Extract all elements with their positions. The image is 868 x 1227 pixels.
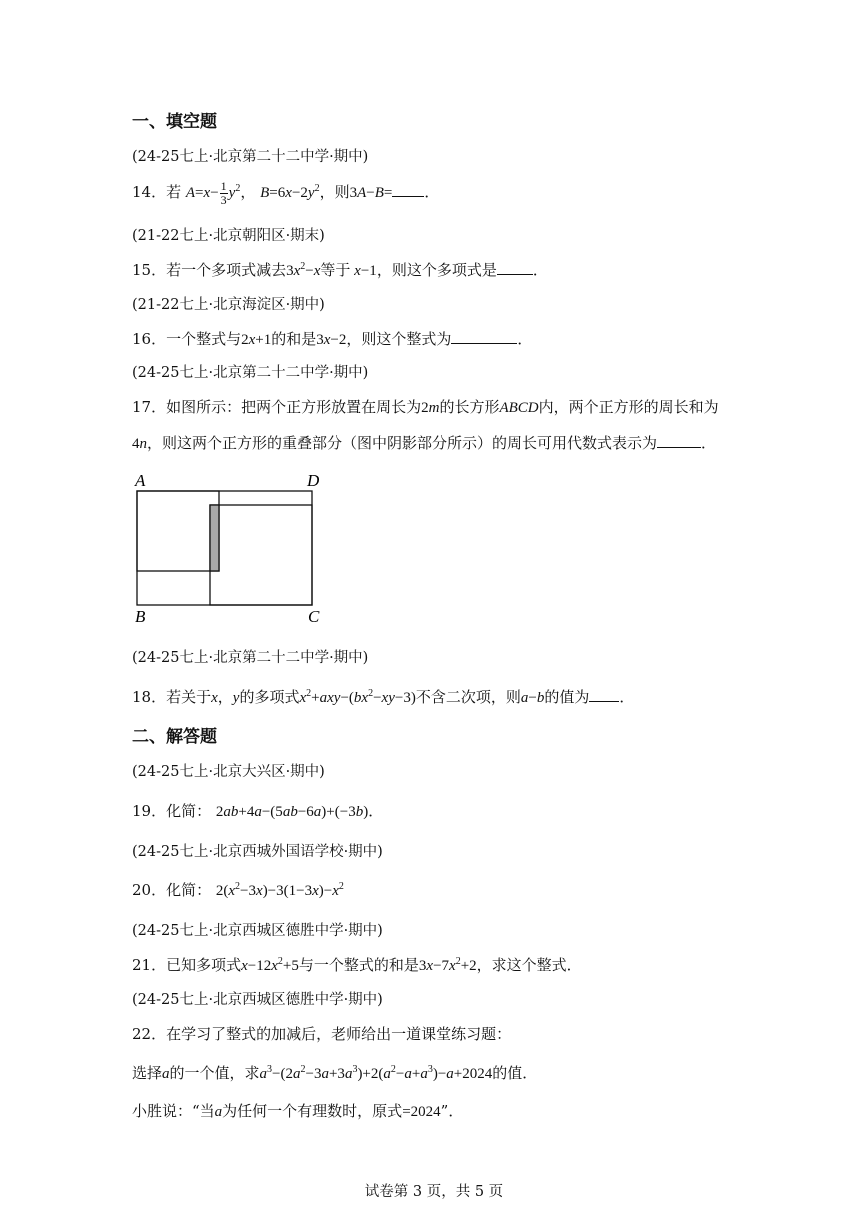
q21-source: (24-25七上·北京西城区德胜中学·期中) [132, 923, 383, 939]
q16-formula-1: 2x+1 [241, 332, 272, 348]
question-20: 20．化简： $2(x^2-3x)-3(1-3x)-x^2$ [132, 881, 344, 899]
q18-expression: a−b [520, 690, 545, 706]
q17-answer-blank[interactable] [657, 433, 701, 448]
q16-answer-blank[interactable] [451, 329, 517, 344]
question-16: 16．一个整式与2x+1的和是3x−2，则这个整式为 ． [132, 330, 533, 348]
square-right [210, 505, 312, 605]
q15-formula-1: $3x^2-x$ [286, 261, 321, 279]
q17-sum: 4n [132, 436, 147, 452]
question-18: 18．若关于x，y的多项式$x^2+axy-(bx^2-xy-3)$不含二次项，则a−b的值为 ． [132, 688, 635, 706]
q16-source: (21-22七上·北京海淀区·期中) [132, 297, 325, 313]
label-a: A [135, 471, 146, 490]
q15-formula-2: x−1 [350, 263, 377, 279]
question-22-statement: 小胜说：“当a为任何一个有理数时，原式=2024”． [132, 1102, 464, 1120]
q22-var-a: a [162, 1066, 170, 1082]
rectangle-squares-figure [132, 468, 332, 630]
q22-source: (24-25七上·北京西城区德胜中学·期中) [132, 992, 383, 1008]
square-left [137, 491, 219, 571]
q22-var-a-2: a [214, 1104, 223, 1120]
q21-polynomial-1: $x-12x^2+5$ [241, 956, 299, 974]
q17-rect-name: ABCD [499, 400, 539, 416]
question-17-line1: 17．如图所示：把两个正方形放置在周长为2m的长方形ABCD内，两个正方形的周长和为 [132, 398, 719, 416]
q14-formula-b: $B=6x-2y^2$ [260, 182, 320, 201]
question-14: 14．若 A=x− $\frac{1}{3}$ $y^2$， $B=6x-2y^2$，则3A−B= ． [132, 179, 440, 207]
q14-answer-blank[interactable] [392, 182, 424, 197]
q17-perimeter: 2m [421, 400, 440, 416]
question-22-intro: 22．在学习了整式的加减后，老师给出一道课堂练习题： [132, 1025, 512, 1043]
label-b: B [135, 607, 146, 626]
q18-polynomial: $x^2+axy-(bx^2-xy-3)$ [299, 688, 416, 706]
rectangle-abcd [137, 491, 312, 605]
section-heading-fill: 一、填空题 [132, 112, 217, 132]
q16-formula-2: 3x−2 [316, 332, 347, 348]
q18-var-x: x [211, 690, 218, 706]
label-c: C [308, 607, 320, 626]
q14-number: 14．若 [132, 182, 182, 201]
q15-answer-blank[interactable] [497, 260, 533, 275]
q17-source: (24-25七上·北京第二十二中学·期中) [132, 365, 369, 381]
q20-source: (24-25七上·北京西城外国语学校·期中) [132, 844, 383, 860]
page-footer: 试卷第 3 页，共 5 页 [364, 1184, 504, 1200]
q22-expression: $a^3-(2a^2-3a+3a^3)+2(a^2-a+a^3)-a+2024$ [259, 1064, 493, 1082]
q14-formula-a: A=x− $\frac{1}{3}$ $y^2$ [185, 179, 241, 207]
q18-var-y: y [232, 690, 240, 706]
section-heading-answer: 二、解答题 [132, 727, 217, 747]
question-21: 21．已知多项式$x-12x^2+5$与一个整式的和是$3x-7x^2+2$，求这个整式． [132, 956, 582, 974]
q18-answer-blank[interactable] [589, 687, 619, 702]
q14-expression: 3A−B= [349, 184, 393, 201]
question-22-task: 选择a的一个值，求$a^3-(2a^2-3a+3a^3)+2(a^2-a+a^3)-a+2024$的值． [132, 1064, 538, 1082]
question-15: 15．若一个多项式减去$3x^2-x$等于 x−1，则这个多项式是 ． [132, 261, 548, 279]
question-17-line2: 4n，则这两个正方形的重叠部分（图中阴影部分所示）的周长可用代数式表示为 ． [132, 434, 717, 452]
overlap-shaded-region [210, 505, 219, 571]
question-19: 19．化简： 2ab+4a−(5ab−6a)+(−3b)． [132, 802, 384, 820]
label-d: D [307, 471, 320, 490]
q18-source: (24-25七上·北京第二十二中学·期中) [132, 650, 369, 666]
q22-result: =2024 [402, 1104, 441, 1120]
q19-expression: 2ab+4a−(5ab−6a)+(−3b) [215, 804, 369, 820]
q15-source: (21-22七上·北京朝阳区·期末) [132, 228, 325, 244]
q20-expression: $2(x^2-3x)-3(1-3x)-x^2$ [215, 881, 344, 899]
q21-polynomial-2: $3x-7x^2+2$ [418, 956, 477, 974]
q14-source: (24-25七上·北京第二十二中学·期中) [132, 149, 369, 165]
q19-source: (24-25七上·北京大兴区·期中) [132, 764, 325, 780]
